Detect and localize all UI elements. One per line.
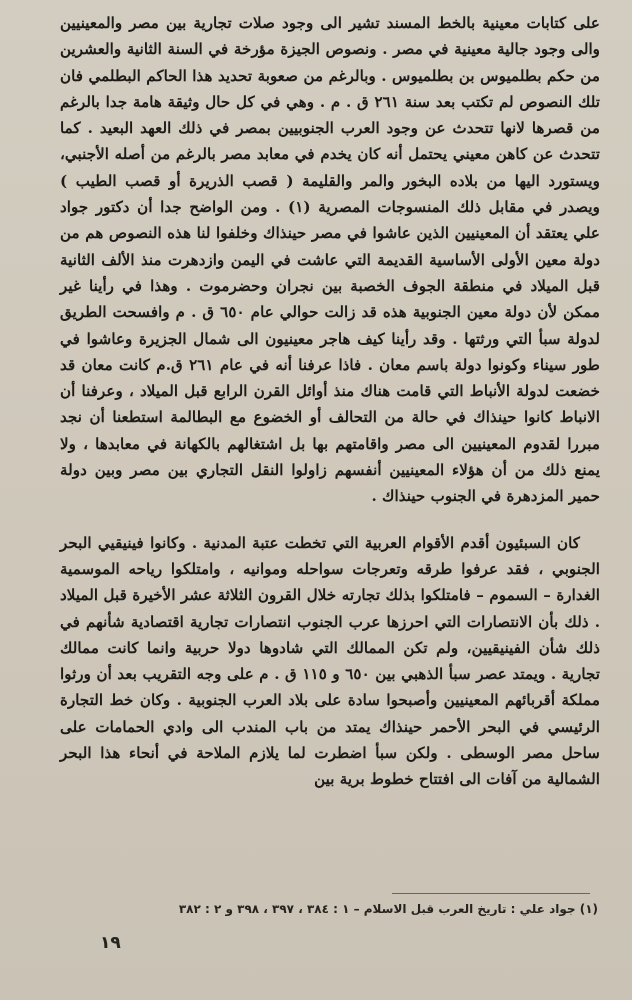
footnote: (١) جواد علي : تاريخ العرب قبل الاسلام – ١ : ٣٨٤ ، ٣٩٧ ، ٣٩٨ و ٢ : ٣٨٢ xyxy=(178,902,598,916)
paragraph-2: كان السبئيون أقدم الأقوام العربية التي تخطت عتبة المدنية . وكانوا فينيقيي البحر الجنوبي ، فقد عرفوا طرقه وتعرجات سواحله وموانيه ، وامتلكوا رياحه الموسمية الغدارة – السموم – فامتلكوا بذلك تجارته خلال القرون الثلاثة عشر الأخيرة قبل الميلاد . ذلك بأن الانتصارات التي احرزها عرب الجنوب انتصارات تجارية اقتصادية شأنهم في ذلك شأن الفينيقيين، ولم تكن الممالك التي شادوها دولا حربية وانما كانت ممالك تجارية . ويمتد عصر سبأ الذهبي بين ٦٥٠ و ١١٥ ق . م على وجه التقريب بعد أن ورثوا مملكة أقربائهم المعينيين وأصبحوا سادة على بلاد العرب الجنوبية . وكان خط التجارة الرئيسي في البحر الأحمر حينذاك يمتد من باب المندب الى وادي الحمامات على ساحل مصر الوسطى . ولكن سبأ اضطرت لما يلازم الملاحة في أنحاء هذا البحر الشمالية من آفات الى افتتاح خطوط برية بين xyxy=(60,533,601,789)
page-number: ١٩ xyxy=(100,933,121,953)
footnote-divider xyxy=(392,893,590,894)
main-text xyxy=(60,10,600,793)
paragraph-1: على كتابات معينية بالخط المسند تشير الى وجود صلات تجارية بين مصر والمعينيين والى وجود جالية معينية في مصر . ونصوص الجيزة مؤرخة في السنة الثانية والعشرين من حكم بطلميوس بن بطلميوس . وبالرغم من صعوبة تحديد هذا الحاكم البطلمي فان تلك النصوص لم تكتب بعد سنة ٢٦١ ق . م . وهي في كل حال وثيقة هامة جدا بالرغم من قصرها لانها تتحدث عن وجود العرب الجنوبيين بمصر في ذلك العهد البعيد . كما تتحدث عن كاهن معيني يحتمل أنه كان يخدم في معابد مصر بالرغم من أصله الأجنبي، ويستورد اليها من بلاده البخور والمر والقليمة ( قصب الذريرة أو قصب الطيب ) ويصدر في مقابل ذلك المنسوجات المصرية (١) . ومن الواضح جدا أن دكتور جواد علي يعتقد أن المعينيين الذين عاشوا في مصر حينذاك وخلفوا لنا هذه النصوص هم من دولة معين الأولى الأساسية القديمة التي عاشت في اليمن وازدهرت منذ الألف الثانية قبل الميلاد في منطقة الجوف الخصبة بين نجران وحضرموت . وهذا في رأينا غير ممكن لأن دولة معين الجنوبية هذه قد زالت حوالي عام ٦٥٠ ق . م وافسحت الطريق لدولة سبأ التي ورثتها . وقد رأينا كيف هاجر معينيون الى شمال الجزيرة وعاشوا في طور سيناء وكونوا دولة باسم معان . فاذا عرفنا أنه في عام ٢٦١ ق.م كانت معان قد خضعت لدولة الأنباط التي قامت هناك منذ أوائل القرن الرابع قبل الميلاد ، وعرفنا أن الانباط كانوا حينذاك في حالة من التحالف أو الخضوع مع البطالمة استطعنا أن نجد مبررا لقدوم المعينيين الى مصر واقامتهم بها بل اشتغالهم بالكهانة في معابدها ، ولا يمنع ذلك من أن هؤلاء المعينيين أنفسهم زاولوا النقل التجاري بين مصر وبين دولة حمير المزدهرة في الجنوب حينذاك . xyxy=(60,14,600,506)
